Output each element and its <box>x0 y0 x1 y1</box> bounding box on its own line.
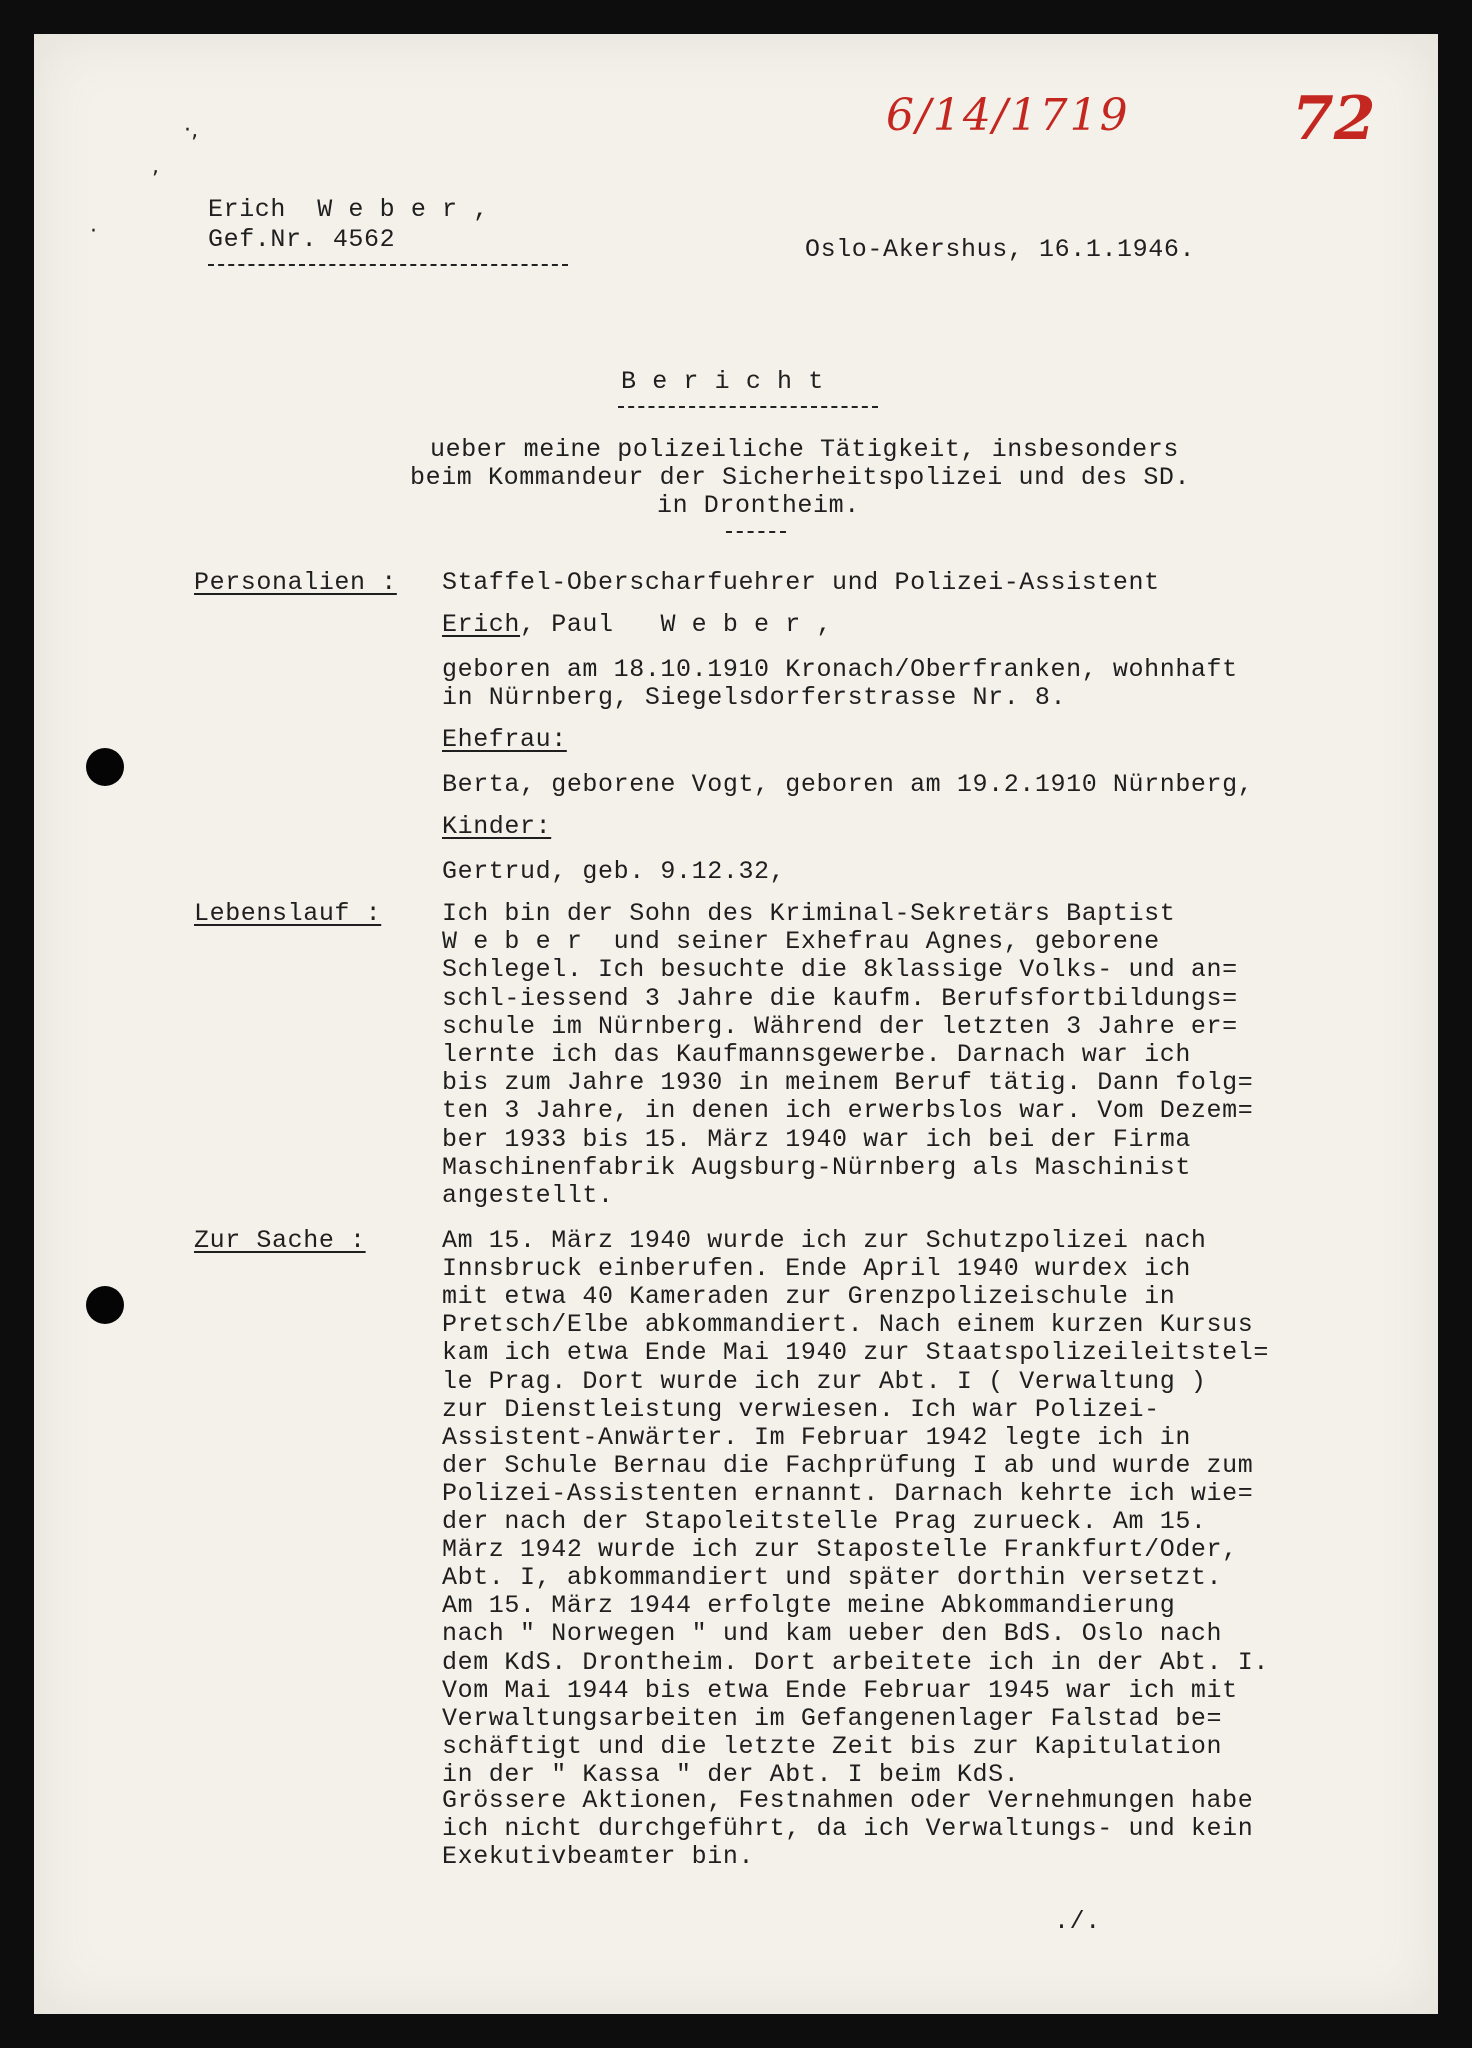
margin-mark: · <box>90 219 97 244</box>
continuation-mark: ./. <box>1054 1907 1101 1936</box>
place-date: Oslo-Akershus, 16.1.1946. <box>805 235 1196 264</box>
given-name: Erich <box>442 610 521 639</box>
text-line: schule im Nürnberg. Während der letzten 3 Jahre er= <box>442 1011 1238 1041</box>
children-line: Gertrud, geb. 9.12.32, <box>442 857 786 886</box>
text-line: Vom Mai 1944 bis etwa Ende Februar 1945 war ich mit <box>442 1675 1238 1705</box>
text-line: Assistent-Anwärter. Im Februar 1942 legte ich in <box>442 1422 1191 1452</box>
text-line: Polizei-Assistenten ernannt. Darnach kehrte ich wie= <box>442 1478 1254 1508</box>
text-line: Am 15. März 1944 erfolgte meine Abkommandierung <box>442 1591 1176 1621</box>
text-line: schl-iessend 3 Jahre die kaufm. Berufsfortbildungs= <box>442 983 1238 1013</box>
text-line: Am 15. März 1940 wurde ich zur Schutzpolizei nach <box>442 1226 1207 1255</box>
text-line: W e b e r und seiner Exhefrau Agnes, geborene <box>442 927 1160 957</box>
text-line: angestellt. <box>442 1181 614 1210</box>
text-line: in der " Kassa " der Abt. I beim KdS. <box>442 1759 1020 1789</box>
subtitle-line: ueber meine polizeiliche Tätigkeit, insbesonders <box>430 435 1179 464</box>
spouse-label: Ehefrau: <box>442 725 567 754</box>
text-line: Verwaltungsarbeiten im Gefangenenlager Falstad be= <box>442 1703 1223 1733</box>
header-rule <box>208 264 568 266</box>
text-line: Ich bin der Sohn des Kriminal-Sekretärs Baptist <box>442 899 1176 928</box>
personalien-label: Personalien : <box>194 568 397 597</box>
text-line: schäftigt und die letzte Zeit bis zur Kapitulation <box>442 1731 1223 1761</box>
text-line: lernte ich das Kaufmannsgewerbe. Darnach war ich <box>442 1040 1191 1069</box>
punch-hole <box>86 1286 124 1324</box>
text-line: bis zum Jahre 1930 in meinem Beruf tätig. Dann folg= <box>442 1068 1254 1098</box>
archive-reference: 6/14/1719 <box>886 90 1130 141</box>
text-line: März 1942 wurde ich zur Stapostelle Frankfurt/Oder, <box>442 1535 1238 1565</box>
margin-mark: ·‚ <box>184 118 198 143</box>
subtitle-line: in Drontheim. <box>657 491 860 520</box>
text-line: nach " Norwegen " und kam ueber den BdS. Oslo nach <box>442 1619 1223 1649</box>
birth-line: geboren am 18.10.1910 Kronach/Oberfranken, wohnhaft <box>442 655 1238 684</box>
full-name-line <box>442 611 832 639</box>
text-line: zur Dienstleistung verwiesen. Ich war Polizei- <box>442 1394 1160 1424</box>
document-page <box>34 34 1438 2014</box>
text-line: Schlegel. Ich besuchte die 8klassige Volks- und an= <box>442 955 1238 985</box>
rank-line: Staffel-Oberscharfuehrer und Polizei-Assistent <box>442 568 1160 597</box>
text-line: der Schule Bernau die Fachprüfung I ab und wurde zum <box>442 1450 1254 1480</box>
prisoner-number: Gef.Nr. 4562 <box>208 225 396 254</box>
text-line: ber 1933 bis 15. März 1940 war ich bei der Firma <box>442 1124 1191 1154</box>
text-line: Exekutivbeamter bin. <box>442 1842 755 1872</box>
text-line: mit etwa 40 Kameraden zur Grenzpolizeischule in <box>442 1282 1176 1312</box>
margin-mark: , <box>152 154 159 179</box>
zur-sache-label: Zur Sache : <box>194 1226 366 1255</box>
text-line: der nach der Stapoleitstelle Prag zurueck. Am 15. <box>442 1507 1207 1536</box>
punch-hole <box>86 748 124 786</box>
subtitle-line: beim Kommandeur der Sicherheitspolizei und des SD. <box>410 463 1191 492</box>
name-rest: , Paul W e b e r , <box>520 610 833 639</box>
author-name: Erich W e b e r , <box>208 195 489 224</box>
subtitle-rule <box>726 531 786 533</box>
birth-line: in Nürnberg, Siegelsdorferstrasse Nr. 8. <box>442 683 1067 712</box>
text-line: ten 3 Jahre, in denen ich erwerbslos war. Vom Dezem= <box>442 1096 1254 1126</box>
text-line: Maschinenfabrik Augsburg-Nürnberg als Maschinist <box>442 1152 1191 1182</box>
text-line: Pretsch/Elbe abkommandiert. Nach einem kurzen Kursus <box>442 1310 1254 1340</box>
text-line: kam ich etwa Ende Mai 1940 zur Staatspolizeileitstel= <box>442 1338 1269 1368</box>
text-line: dem KdS. Drontheim. Dort arbeitete ich in der Abt. I. <box>442 1647 1269 1677</box>
lebenslauf-label: Lebenslauf : <box>194 899 382 928</box>
text-line: le Prag. Dort wurde ich zur Abt. I ( Verwaltung ) <box>442 1366 1207 1396</box>
page-number: 72 <box>1292 84 1376 154</box>
report-heading: B e r i c h t <box>621 367 824 396</box>
text-line: Abt. I, abkommandiert und später dorthin versetzt. <box>442 1563 1223 1593</box>
spouse-line: Berta, geborene Vogt, geboren am 19.2.1910 Nürnberg, <box>442 770 1254 799</box>
children-label: Kinder: <box>442 812 552 841</box>
text-line: Grössere Aktionen, Festnahmen oder Vernehmungen habe <box>442 1786 1254 1815</box>
text-line: Innsbruck einberufen. Ende April 1940 wurdex ich <box>442 1254 1191 1284</box>
text-line: ich nicht durchgeführt, da ich Verwaltungs- und kein <box>442 1814 1254 1844</box>
heading-rule <box>618 406 878 408</box>
